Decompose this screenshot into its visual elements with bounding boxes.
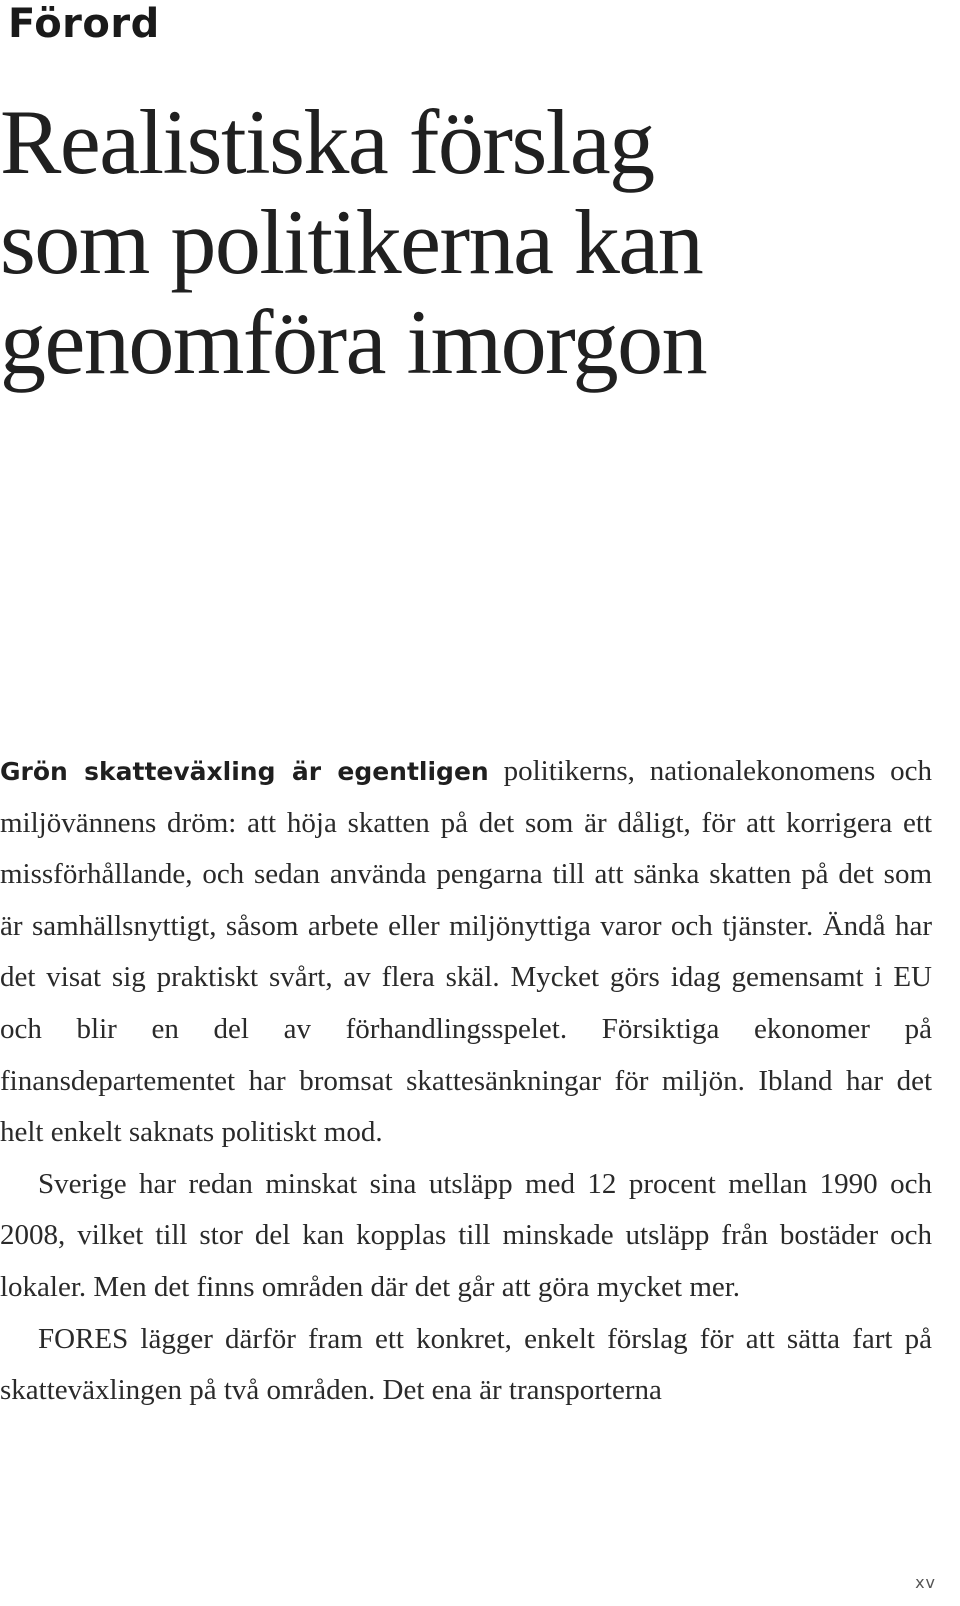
chapter-title-line: Realistiska förslag xyxy=(0,91,654,193)
paragraph xyxy=(0,1314,932,1417)
paragraph xyxy=(0,746,932,1159)
lead-in-text: Grön skatteväxling är egentligen xyxy=(0,757,489,786)
section-label: Förord xyxy=(8,1,160,47)
paragraph-text: Sverige har redan minskat sina utsläpp med 12 procent mellan 1990 och 2008, vilket till stor del kan kopplas till minskade utsläpp från bostäder och lokaler. Men det finns områden där det går att göra mycket mer. xyxy=(0,1167,932,1303)
paragraph xyxy=(0,1159,932,1314)
body-text xyxy=(0,746,932,1417)
paragraph-text: politikerns, nationalekonomens och miljövännens dröm: att höja skatten på det som är dåligt, för att korrigera ett missförhållande, och sedan använda pengarna till att sänka skatten på det som är samhällsnyttigt, såsom arbete eller miljönyttiga varor och tjänster. Ändå har det visat sig praktiskt svårt, av flera skäl. Mycket görs idag gemensamt i EU och blir en del av förhandlingsspelet. Försiktiga ekonomer på finansdepartementet har bromsat skattesänkningar för miljön. Ibland har det helt enkelt saknats politiskt mod. xyxy=(0,755,932,1149)
chapter-title-line: genomföra imorgon xyxy=(0,291,707,393)
page-number: xv xyxy=(915,1573,936,1592)
paragraph-text: FORES lägger därför fram ett konkret, enkelt förslag för att sätta fart på skatteväxlingen på två områden. Det ena är transporterna xyxy=(0,1322,932,1407)
chapter-title xyxy=(0,92,950,392)
chapter-title-line: som politikerna kan xyxy=(0,191,703,293)
